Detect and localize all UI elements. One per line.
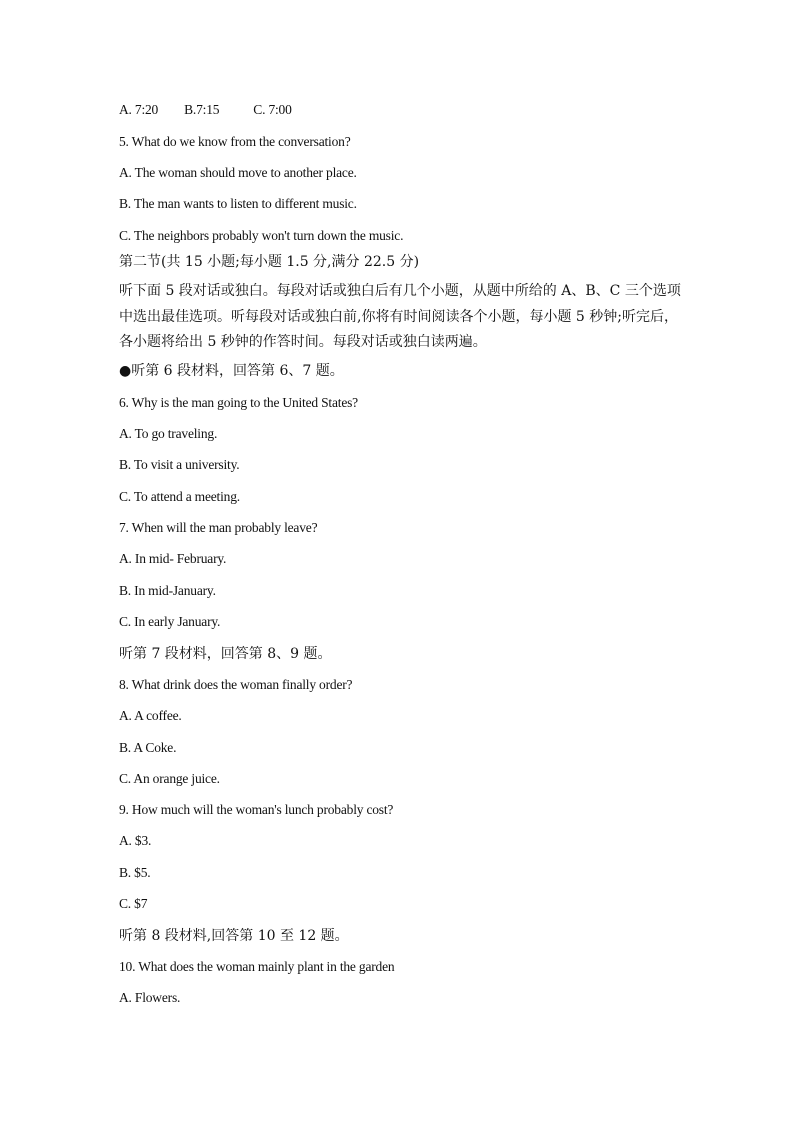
q7-option-a: A. In mid- February.: [119, 551, 227, 566]
q4-option-a: A. 7:20: [119, 102, 159, 117]
q4-option-b: B.7:15: [184, 102, 220, 117]
instruction-line-2: 中选出最佳选项。听每段对话或独白前,你将有时间阅读各个小题，每小题 5 秒钟;听完后，: [119, 309, 678, 325]
q7-option-c: C. In early January.: [119, 614, 221, 629]
q9-option-b: B. $5.: [119, 865, 151, 880]
material-6-heading: ●听第 6 段材料，回答第 6、7 题。: [119, 363, 344, 379]
q6-option-c: C. To attend a meeting.: [119, 489, 240, 504]
q7-option-b: B. In mid-January.: [119, 583, 216, 598]
material-8-heading: 听第 8 段材料,回答第 10 至 12 题。: [119, 928, 349, 944]
q5-option-b: B. The man wants to listen to different music.: [119, 196, 357, 211]
question-10: 10. What does the woman mainly plant in the garden: [119, 959, 395, 974]
instruction-line-1: 听下面 5 段对话或独白。每段对话或独白后有几个小题，从题中所给的 A、B、C 三个选项: [119, 283, 681, 299]
instruction-line-3: 各小题将给出 5 秒钟的作答时间。每段对话或独白读两遍。: [119, 334, 487, 350]
q9-option-c: C. $7: [119, 896, 148, 911]
q9-option-a: A. $3.: [119, 833, 152, 848]
q8-option-a: A. A coffee.: [119, 708, 182, 723]
q6-option-b: B. To visit a university.: [119, 457, 240, 472]
q8-option-c: C. An orange juice.: [119, 771, 220, 786]
q10-option-a: A. Flowers.: [119, 990, 181, 1005]
question-7: 7. When will the man probably leave?: [119, 520, 318, 535]
question-9: 9. How much will the woman's lunch probably cost?: [119, 802, 394, 817]
q6-option-a: A. To go traveling.: [119, 426, 218, 441]
q4-option-c: C. 7:00: [253, 102, 292, 117]
q8-option-b: B. A Coke.: [119, 740, 177, 755]
question-8: 8. What drink does the woman finally order?: [119, 677, 353, 692]
question-6: 6. Why is the man going to the United States?: [119, 395, 358, 410]
q5-option-c: C. The neighbors probably won't turn down the music.: [119, 228, 404, 243]
material-7-heading: 听第 7 段材料，回答第 8、9 题。: [119, 646, 332, 662]
q5-option-a: A. The woman should move to another place.: [119, 165, 357, 180]
section-2-title: 第二节(共 15 小题;每小题 1.5 分,满分 22.5 分): [119, 254, 420, 270]
question-5: 5. What do we know from the conversation?: [119, 134, 351, 149]
q4-options: [119, 101, 292, 119]
